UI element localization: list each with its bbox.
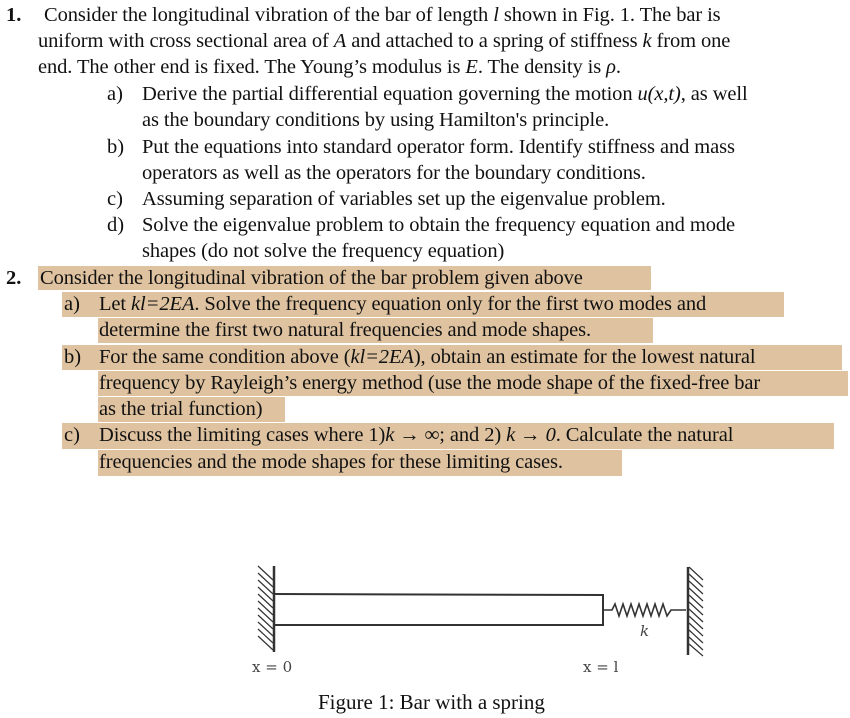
problem-2-number: 2. (6, 267, 22, 289)
label-x-0: x = 0 (252, 658, 293, 676)
part-1d-label: d) (107, 214, 125, 236)
variable-E: E (465, 56, 478, 78)
part-2b-line-2: frequency by Rayleigh’s energy method (use the mode shape of the fixed-free bar (99, 372, 761, 394)
spring-stiffness-label: k (640, 622, 650, 640)
variable-A: A (333, 30, 347, 52)
part-1b-line-1: Put the equations into standard operator form. Identify stiffness and mass (142, 136, 735, 158)
part-1c-line-1: Assuming separation of variables set up the eigenvalue problem. (142, 188, 666, 210)
part-2b-line-1: For the same condition above (kl=2EA), obtain an estimate for the lowest natural (99, 346, 756, 368)
part-2a-label: a) (64, 293, 80, 315)
part-2c-label: c) (64, 424, 80, 446)
part-1a-line-2: as the boundary conditions by using Hamilton's principle. (142, 109, 610, 131)
label-x-l: x = l (583, 658, 619, 676)
part-2b-line-3: as the trial function) (99, 398, 263, 420)
left-wall-icon (258, 566, 274, 652)
problem-1-intro-line-1: Consider the longitudinal vibration of the bar of length l shown in Fig. 1. The bar is (44, 4, 721, 26)
bar (274, 594, 603, 626)
part-1c-label: c) (107, 188, 123, 210)
variable-rho: ρ (606, 56, 616, 78)
part-1a-label: a) (107, 83, 123, 105)
variable-k: k (642, 30, 652, 52)
right-wall-icon (688, 567, 703, 656)
part-1b-line-2: operators as well as the operators for the boundary conditions. (142, 162, 646, 184)
part-2a-line-2: determine the first two natural frequencies and mode shapes. (99, 319, 592, 341)
variable-l: l (493, 4, 499, 26)
part-1b-label: b) (107, 136, 125, 158)
part-2b-label: b) (64, 346, 82, 368)
part-1d-line-2: shapes (do not solve the frequency equation) (142, 240, 505, 262)
problem-2-intro-line-1: Consider the longitudinal vibration of the bar problem given above (40, 267, 583, 289)
spring-icon (603, 604, 686, 616)
problem-1-intro-line-2: uniform with cross sectional area of A and attached to a spring of stiffness k from one (38, 30, 731, 52)
part-2c-line-1: Discuss the limiting cases where 1)k → ∞; and 2) k → 0. Calculate the natural (99, 424, 734, 446)
part-2c-line-2: frequencies and the mode shapes for these limiting cases. (99, 451, 563, 473)
figure-caption: Figure 1: Bar with a spring (318, 690, 545, 714)
problem-1-intro-line-3: end. The other end is fixed. The Young’s modulus is E. The density is ρ. (38, 56, 621, 78)
part-1a-line-1: Derive the partial differential equation governing the motion u(x,t), as well (142, 83, 748, 105)
part-2a-line-1: Let kl=2EA. Solve the frequency equation only for the first two modes and (99, 293, 707, 315)
part-1d-line-1: Solve the eigenvalue problem to obtain the frequency equation and mode (142, 214, 736, 236)
problem-1-number: 1. (6, 4, 22, 26)
